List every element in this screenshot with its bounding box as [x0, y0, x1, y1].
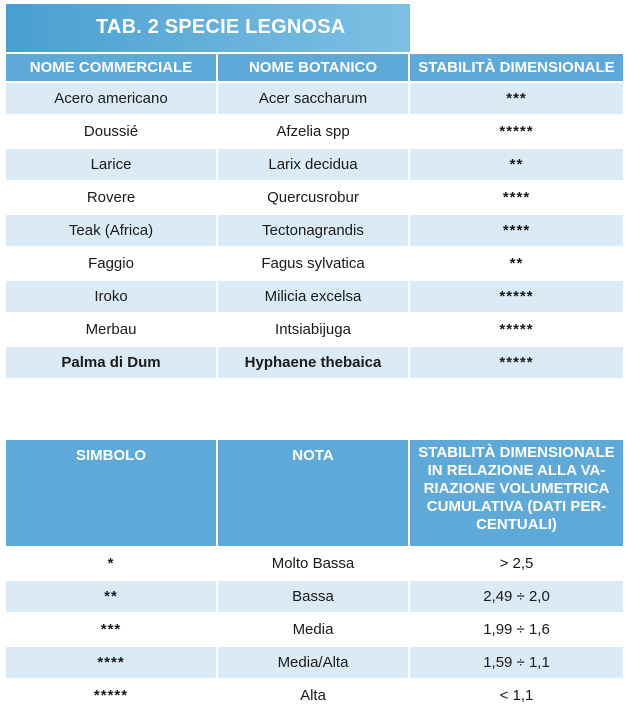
symbol-cell: **** — [6, 645, 218, 678]
table-row — [6, 279, 623, 312]
symbol-cell: * — [6, 546, 218, 579]
stability-rating-cell: *** — [410, 81, 623, 114]
header-botanical-name: NOME BOTANICO — [218, 54, 410, 81]
header-line: IN RELAZIONE ALLA VA- — [427, 462, 606, 479]
table-row — [6, 180, 623, 213]
range-cell: 2,49 ÷ 2,0 — [410, 579, 623, 612]
range-cell: 1,59 ÷ 1,1 — [410, 645, 623, 678]
header-stability-volumetric — [410, 440, 623, 546]
table-row — [6, 645, 623, 678]
botanical-name-cell: Acer saccharum — [218, 81, 410, 114]
note-cell: Alta — [218, 678, 410, 711]
header-symbol: SIMBOLO — [6, 440, 218, 546]
botanical-name-cell: Fagus sylvatica — [218, 246, 410, 279]
table-row-highlighted — [6, 345, 623, 378]
header-note: NOTA — [218, 440, 410, 546]
stability-rating-cell: ***** — [410, 345, 623, 378]
species-table — [6, 54, 623, 378]
table-row — [6, 81, 623, 114]
stability-rating-cell: **** — [410, 180, 623, 213]
stability-rating-cell: **** — [410, 213, 623, 246]
stability-rating-cell: ***** — [410, 114, 623, 147]
table-title-banner — [6, 4, 410, 52]
symbol-cell: *** — [6, 612, 218, 645]
commercial-name-cell: Merbau — [6, 312, 218, 345]
commercial-name-cell: Acero americano — [6, 81, 218, 114]
note-cell: Molto Bassa — [218, 546, 410, 579]
stability-rating-cell: ***** — [410, 312, 623, 345]
botanical-name-cell: Quercusrobur — [218, 180, 410, 213]
commercial-name-cell: Iroko — [6, 279, 218, 312]
note-cell: Media/Alta — [218, 645, 410, 678]
botanical-name-cell: Larix decidua — [218, 147, 410, 180]
table-row — [6, 312, 623, 345]
range-cell: < 1,1 — [410, 678, 623, 711]
legend-table — [6, 440, 623, 711]
commercial-name-cell: Rovere — [6, 180, 218, 213]
table-row — [6, 546, 623, 579]
range-cell: 1,99 ÷ 1,6 — [410, 612, 623, 645]
species-table-header — [6, 54, 623, 81]
botanical-name-cell: Milicia excelsa — [218, 279, 410, 312]
table-row — [6, 678, 623, 711]
header-commercial-name: NOME COMMERCIALE — [6, 54, 218, 81]
stability-rating-cell: ** — [410, 147, 623, 180]
table-row — [6, 147, 623, 180]
botanical-name-cell: Hyphaene thebaica — [218, 345, 410, 378]
stability-rating-cell: ***** — [410, 279, 623, 312]
header-line: RIAZIONE VOLUMETRICA — [423, 480, 610, 497]
commercial-name-cell: Teak (Africa) — [6, 213, 218, 246]
note-cell: Media — [218, 612, 410, 645]
table-row — [6, 612, 623, 645]
symbol-cell: ** — [6, 579, 218, 612]
legend-table-header — [6, 440, 623, 546]
botanical-name-cell: Afzelia spp — [218, 114, 410, 147]
table-row — [6, 246, 623, 279]
header-line: STABILITÀ DIMENSIONALE — [418, 444, 615, 461]
stability-rating-cell: ** — [410, 246, 623, 279]
header-line: CUMULATIVA (DATI PER- — [426, 498, 607, 515]
header-dimensional-stability: STABILITÀ DIMENSIONALE — [410, 54, 623, 81]
botanical-name-cell: Tectonagrandis — [218, 213, 410, 246]
table-row — [6, 579, 623, 612]
table-row — [6, 213, 623, 246]
commercial-name-cell: Faggio — [6, 246, 218, 279]
commercial-name-cell: Doussié — [6, 114, 218, 147]
table-row — [6, 114, 623, 147]
symbol-cell: ***** — [6, 678, 218, 711]
note-cell: Bassa — [218, 579, 410, 612]
commercial-name-cell: Larice — [6, 147, 218, 180]
header-line: CENTUALI) — [476, 516, 557, 533]
botanical-name-cell: Intsiabijuga — [218, 312, 410, 345]
table-title: TAB. 2 SPECIE LEGNOSA — [96, 16, 346, 38]
range-cell: > 2,5 — [410, 546, 623, 579]
commercial-name-cell: Palma di Dum — [6, 345, 218, 378]
